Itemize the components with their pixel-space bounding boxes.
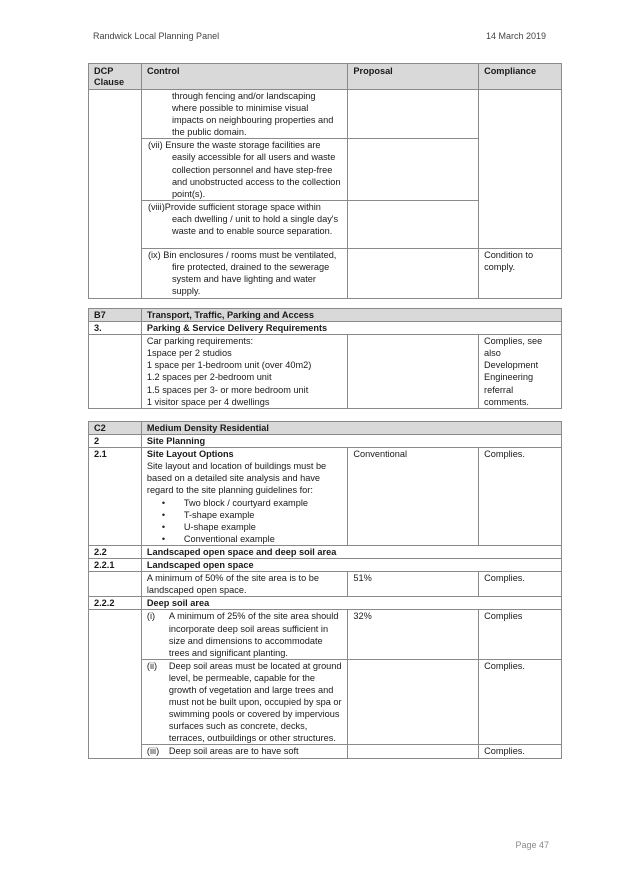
control-cell	[141, 610, 348, 659]
requirement-line: 1 space per 1-bedroom unit (over 40m2)	[146, 360, 312, 371]
compliance-cell: Complies.	[479, 659, 562, 745]
parking-table	[88, 308, 562, 409]
clause-row	[89, 545, 562, 558]
compliance-cell: Complies.	[479, 572, 562, 597]
proposal-cell	[348, 659, 479, 745]
clause-cell	[89, 335, 142, 409]
site-planning-table	[88, 421, 562, 759]
list-item: • U-shape example	[162, 521, 343, 533]
control-cell: through fencing and/or landscaping where possible to minimise visual impacts on neighbouring properties and the public domain.	[141, 90, 347, 139]
table-row	[89, 610, 562, 659]
clause-cell	[89, 90, 142, 299]
clause-code: 3.	[89, 322, 142, 335]
requirement-line: 1.2 spaces per 2-bedroom unit	[146, 372, 272, 383]
item-text: Deep soil areas must be located at ground level, be permeable, capable for the growth of vegetation and large trees and must not be built upon, occupied by spa or swimming pools or covered by impervious surfaces such as concrete, decks, terraces, outbuildings or other structures.	[168, 660, 342, 744]
proposal-cell	[348, 200, 479, 248]
item-text: Deep soil areas are to have soft	[168, 746, 299, 757]
proposal-cell	[348, 90, 479, 139]
item-text: A minimum of 25% of the site area should incorporate deep soil areas sufficient in size and dimensions to accommodate trees and significant planting.	[168, 611, 339, 658]
control-cell	[141, 659, 348, 745]
section-code: B7	[89, 309, 142, 322]
col-header-proposal: Proposal	[348, 64, 479, 90]
requirement-line: 1space per 2 studios	[146, 348, 232, 359]
clause-code: 2.2	[89, 545, 142, 558]
table-row	[89, 659, 562, 745]
table-row	[89, 745, 562, 758]
col-header-control: Control	[141, 64, 347, 90]
requirement-line: Car parking requirements:	[146, 336, 254, 347]
proposal-cell: 51%	[348, 572, 479, 597]
compliance-cell: Complies	[479, 610, 562, 659]
item-number: (ii)	[146, 660, 158, 671]
header-title: Randwick Local Planning Panel	[93, 31, 220, 41]
clause-title: Parking & Service Delivery Requirements	[141, 322, 561, 335]
table-row	[89, 248, 562, 298]
compliance-cell: Complies, see also Development Engineering referral comments.	[479, 335, 562, 409]
subsection-title: Site Planning	[141, 435, 561, 448]
control-cell: (ix) Bin enclosures / rooms must be ventilated, fire protected, drained to the sewerage system and have lighting and water supply.	[141, 248, 347, 298]
list-item: • Two block / courtyard example	[162, 497, 343, 509]
clause-row	[89, 322, 562, 335]
requirement-line: 1.5 spaces per 3- or more bedroom unit	[146, 384, 309, 395]
clause-title: Deep soil area	[141, 597, 561, 610]
col-header-compliance: Compliance	[479, 64, 562, 90]
compliance-cell: Condition to comply.	[479, 248, 562, 298]
clause-cell	[89, 610, 142, 758]
header-date: 14 March 2019	[485, 31, 546, 41]
table-header-row	[89, 64, 562, 90]
control-cell: (viii)Provide sufficient storage space within each dwelling / unit to hold a single day's waste and to enable source separation.	[141, 200, 347, 248]
clause-code: 2.2.2	[89, 597, 142, 610]
requirement-line: 1 visitor space per 4 dwellings	[146, 396, 270, 407]
clause-code: 2.2.1	[89, 559, 142, 572]
control-cell	[141, 745, 348, 758]
page-number: Page 47	[515, 840, 549, 850]
requirements-cell	[141, 335, 348, 409]
control-title: Site Layout Options	[146, 449, 234, 460]
proposal-cell	[348, 248, 479, 298]
section-row	[89, 309, 562, 322]
bullet-list	[162, 497, 343, 545]
clause-title: Landscaped open space	[141, 559, 561, 572]
control-cell	[141, 448, 348, 546]
compliance-cell: Complies.	[479, 448, 562, 546]
item-number: (i)	[146, 611, 156, 622]
control-cell: (vii) Ensure the waste storage facilities are easily accessible for all users and waste collection personnel and have step-free and unobstructed access to the collection point(s).	[141, 139, 347, 200]
clause-code: 2.1	[89, 448, 142, 546]
proposal-cell: Conventional	[348, 448, 479, 546]
proposal-cell	[348, 745, 479, 758]
control-text: Site layout and location of buildings must be based on a detailed site analysis and have regard to the site planning guidelines for:	[146, 461, 327, 496]
table-row	[89, 90, 562, 139]
item-number: (iii)	[146, 746, 160, 757]
proposal-cell	[348, 139, 479, 200]
section-title: Transport, Traffic, Parking and Access	[141, 309, 561, 322]
clause-cell	[89, 572, 142, 597]
clause-row	[89, 559, 562, 572]
table-row	[89, 448, 562, 546]
section-title: Medium Density Residential	[141, 422, 561, 435]
control-cell: A minimum of 50% of the site area is to be landscaped open space.	[141, 572, 348, 597]
list-item: • T-shape example	[162, 509, 343, 521]
compliance-cell	[479, 90, 562, 249]
table-row	[89, 335, 562, 409]
section-row	[89, 422, 562, 435]
list-item: • Conventional example	[162, 533, 343, 545]
section-code: C2	[89, 422, 142, 435]
waste-controls-table	[88, 63, 562, 299]
proposal-cell	[348, 335, 479, 409]
subsection-row	[89, 435, 562, 448]
clause-row	[89, 597, 562, 610]
col-header-dcp-clause: DCP Clause	[89, 64, 142, 90]
table-row	[89, 572, 562, 597]
subsection-code: 2	[89, 435, 142, 448]
clause-title: Landscaped open space and deep soil area	[141, 545, 561, 558]
proposal-cell: 32%	[348, 610, 479, 659]
compliance-cell: Complies.	[479, 745, 562, 758]
